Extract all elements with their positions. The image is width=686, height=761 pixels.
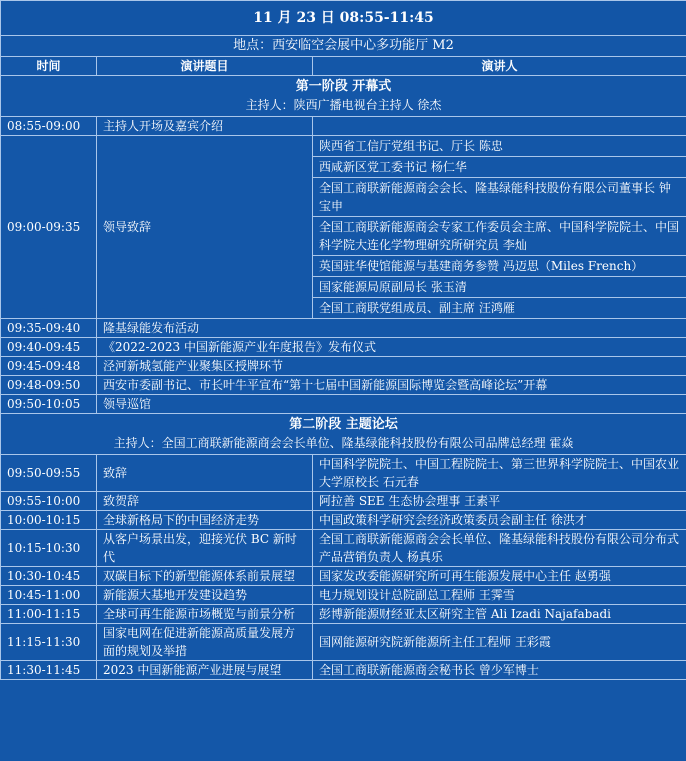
row-time: 08:55-09:00 (1, 117, 97, 136)
row-speaker: 国家发改委能源研究所可再生能源发展中心主任 赵勇强 (313, 567, 686, 586)
row-speaker: 阿拉善 SEE 生态协会理事 王素平 (313, 492, 686, 511)
stage2-title: 第二阶段 主题论坛 (289, 417, 398, 432)
row-speaker (313, 117, 686, 136)
row-speaker (313, 136, 686, 319)
agenda-title: 11 月 23 日 08:55-11:45 (1, 1, 686, 36)
row-topic: 《2022-2023 中国新能源产业年度报告》发布仪式 (97, 338, 686, 357)
row-time: 10:00-10:15 (1, 511, 97, 530)
location: 地点：西安临空会展中心多功能厅 M2 (1, 36, 686, 57)
speaker-entry: 西咸新区党工委书记 杨仁华 (313, 157, 686, 178)
row-time: 09:45-09:48 (1, 357, 97, 376)
speaker-entry: 全国工商联党组成员、副主席 汪鸿雁 (319, 301, 515, 315)
row-topic: 2023 中国新能源产业进展与展望 (97, 661, 313, 680)
row-speaker: 电力规划设计总院副总工程师 王霁雪 (313, 586, 686, 605)
row-speaker: 中国科学院院士、中国工程院院士、第三世界科学院院士、中国农业大学原校长 石元春 (313, 455, 686, 492)
row-topic: 全球新格局下的中国经济走势 (97, 511, 313, 530)
row-time: 11:00-11:15 (1, 605, 97, 624)
table-row (1, 357, 686, 376)
row-time: 09:00-09:35 (1, 136, 97, 319)
table-row (1, 567, 686, 586)
row-topic: 领导巡馆 (97, 395, 686, 414)
table-row (1, 338, 686, 357)
table-row (1, 586, 686, 605)
row-time: 10:15-10:30 (1, 530, 97, 567)
row-speaker: 国网能源研究院新能源所主任工程师 王彩霞 (313, 624, 686, 661)
table-row (1, 319, 686, 338)
row-time: 11:30-11:45 (1, 661, 97, 680)
row-speaker: 彭博新能源财经亚太区研究主管 Ali Izadi Najafabadi (313, 605, 686, 624)
row-topic: 致贺辞 (97, 492, 313, 511)
table-row (1, 492, 686, 511)
header-speaker: 演讲人 (313, 57, 686, 76)
row-topic: 隆基绿能发布活动 (97, 319, 686, 338)
row-time: 09:48-09:50 (1, 376, 97, 395)
row-time: 09:55-10:00 (1, 492, 97, 511)
row-time: 09:35-09:40 (1, 319, 97, 338)
row-topic: 双碳目标下的新型能源体系前景展望 (97, 567, 313, 586)
row-topic: 泾河新城氢能产业聚集区授牌环节 (97, 357, 686, 376)
table-row (1, 661, 686, 680)
row-topic: 主持人开场及嘉宾介绍 (97, 117, 313, 136)
speaker-entry: 国家能源局原副局长 张玉清 (313, 277, 686, 298)
speaker-entry: 英国驻华使馆能源与基建商务参赞 冯迈思（Miles French） (313, 256, 686, 277)
row-time: 10:30-10:45 (1, 567, 97, 586)
speaker-entry: 陕西省工信厅党组书记、厅长 陈忠 (313, 136, 686, 157)
row-speaker: 中国政策科学研究会经济政策委员会副主任 徐洪才 (313, 511, 686, 530)
table-row (1, 530, 686, 567)
row-time: 09:50-09:55 (1, 455, 97, 492)
speaker-entry: 全国工商联新能源商会专家工作委员会主席、中国科学院院士、中国科学院大连化学物理研究所研究员 李灿 (313, 217, 686, 256)
stage2-heading (1, 414, 686, 455)
stage1-title: 第一阶段 开幕式 (295, 79, 392, 94)
speaker-entry: 全国工商联新能源商会会长、隆基绿能科技股份有限公司董事长 钟宝申 (313, 178, 686, 217)
header-time: 时间 (1, 57, 97, 76)
table-row (1, 605, 686, 624)
row-topic: 国家电网在促进新能源高质量发展方面的规划及举措 (97, 624, 313, 661)
stage1-rows (1, 117, 686, 414)
row-topic: 领导致辞 (97, 136, 313, 319)
stage2-rows (1, 455, 686, 680)
header-topic: 演讲题目 (97, 57, 313, 76)
row-topic: 新能源大基地开发建设趋势 (97, 586, 313, 605)
row-topic: 西安市委副书记、市长叶牛平宣布“第十七届中国新能源国际博览会暨高峰论坛”开幕 (97, 376, 686, 395)
row-time: 10:45-11:00 (1, 586, 97, 605)
row-time: 09:40-09:45 (1, 338, 97, 357)
table-row (1, 376, 686, 395)
table-row (1, 117, 686, 136)
row-speaker: 全国工商联新能源商会秘书长 曾少军博士 (313, 661, 686, 680)
table-row (1, 511, 686, 530)
row-topic: 全球可再生能源市场概览与前景分析 (97, 605, 313, 624)
row-speaker: 全国工商联新能源商会会长单位、隆基绿能科技股份有限公司分布式产品营销负责人 杨真乐 (313, 530, 686, 567)
row-topic: 从客户场景出发，迎接光伏 BC 新时代 (97, 530, 313, 567)
table-row (1, 624, 686, 661)
row-time: 11:15-11:30 (1, 624, 97, 661)
stage1-heading (1, 76, 686, 117)
stage2-host: 主持人：全国工商联新能源商会会长单位、隆基绿能科技股份有限公司品牌总经理 霍焱 (113, 436, 574, 450)
row-topic: 致辞 (97, 455, 313, 492)
table-row (1, 455, 686, 492)
stage1-host: 主持人：陕西广播电视台主持人 徐杰 (245, 98, 442, 112)
table-row (1, 136, 686, 319)
table-row (1, 395, 686, 414)
row-time: 09:50-10:05 (1, 395, 97, 414)
